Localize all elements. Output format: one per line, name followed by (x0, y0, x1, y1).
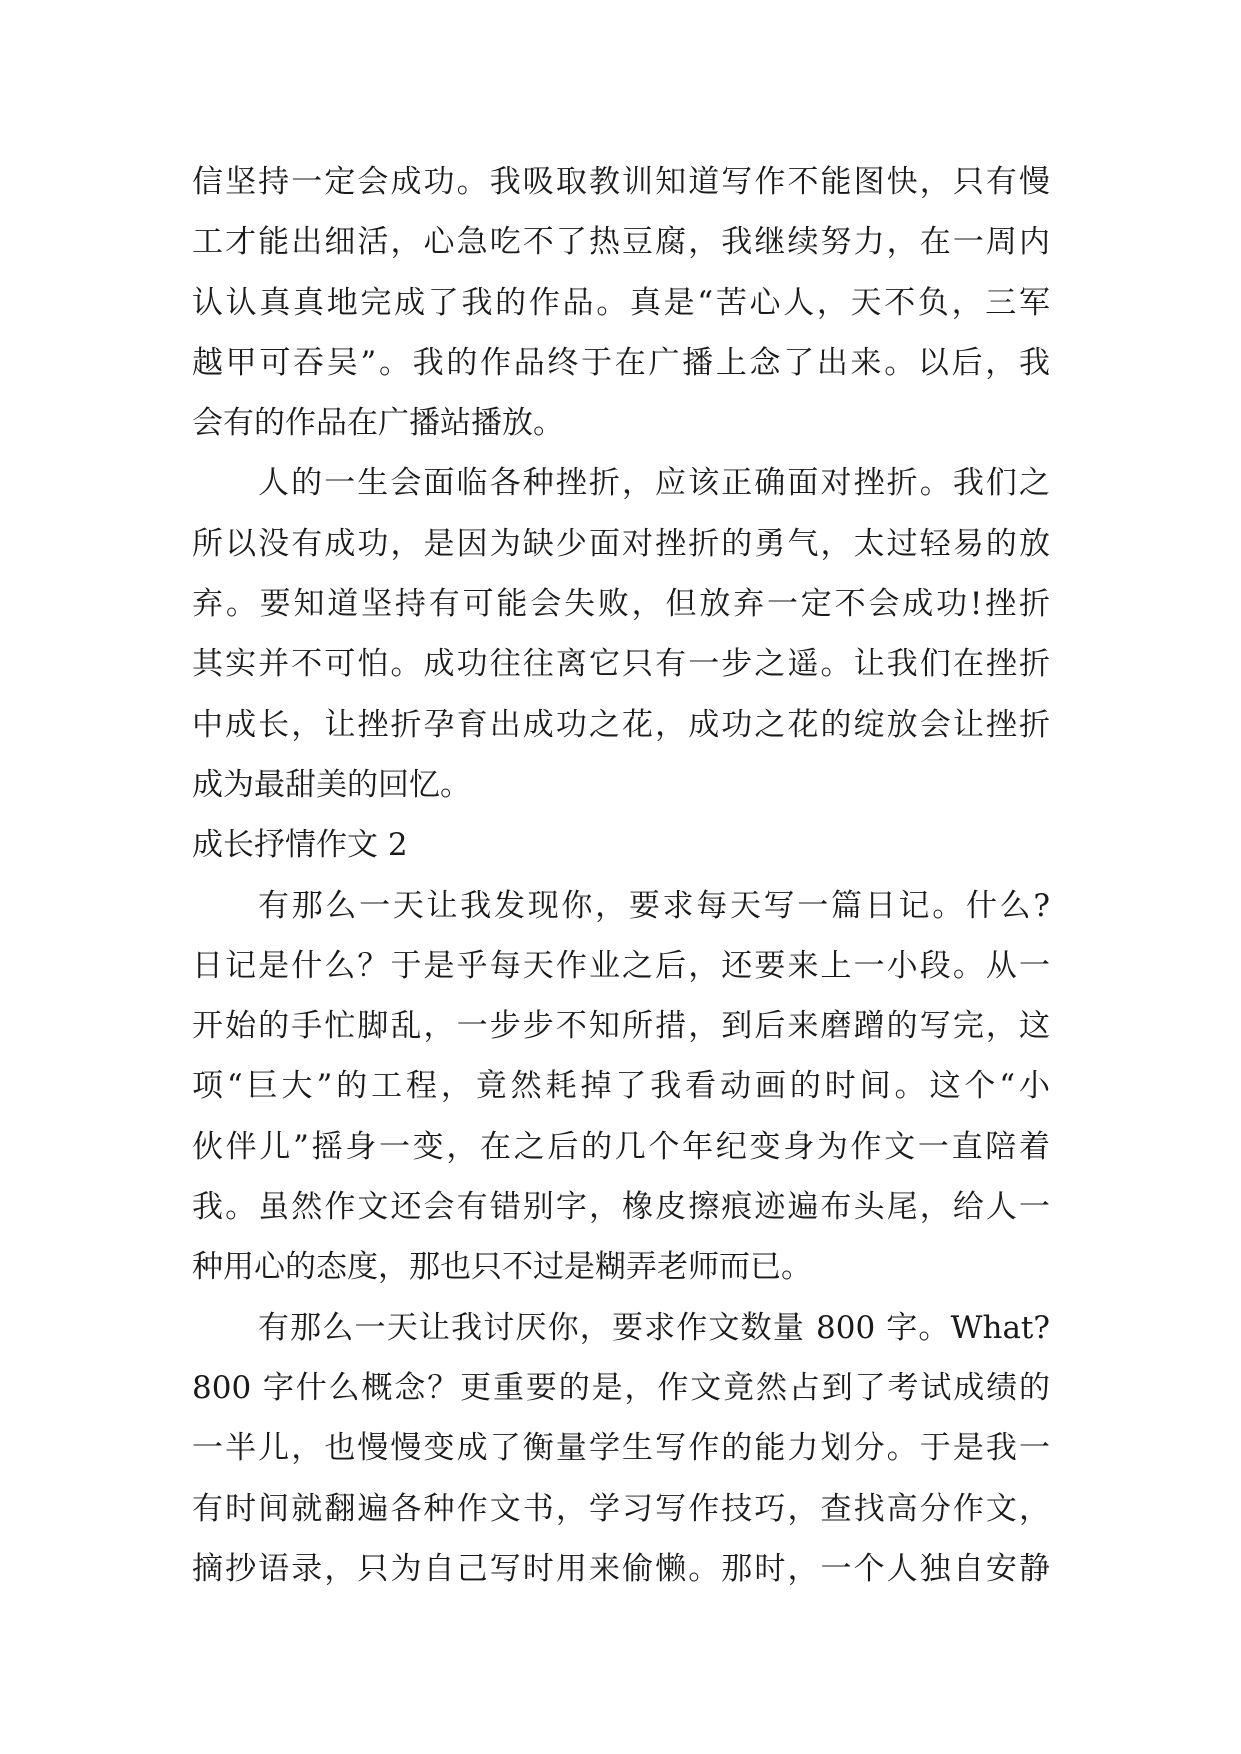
paragraph-line: 我。虽然作文还会有错别字，橡皮擦痕迹遍布头尾，给人一 (192, 1189, 1050, 1226)
paragraph-line: 认认真真地完成了我的作品。真是“苦心人，天不负，三军 (192, 284, 1050, 321)
paragraph-line: 人的一生会面临各种挫折，应该正确面对挫折。我们之 (258, 465, 1050, 502)
paragraph-line: 有那么一天让我讨厌你，要求作文数量 800 字。What? (258, 1309, 1050, 1346)
paragraph-line: 伙伴儿”摇身一变，在之后的几个年纪变身为作文一直陪着 (192, 1128, 1050, 1165)
paragraph-line: 项“巨大”的工程，竟然耗掉了我看动画的时间。这个“小 (192, 1068, 1050, 1105)
paragraph-line: 其实并不可怕。成功往往离它只有一步之遥。让我们在挫折 (192, 646, 1050, 683)
paragraph-line: 会有的作品在广播站播放。 (192, 405, 564, 442)
paragraph-line: 信坚持一定会成功。我吸取教训知道写作不能图快，只有慢 (192, 164, 1050, 200)
paragraph-line: 越甲可吞吴”。我的作品终于在广播上念了出来。以后，我 (192, 344, 1050, 381)
paragraph-line: 摘抄语录，只为自己写时用来偷懒。那时，一个人独自安静 (192, 1550, 1050, 1587)
paragraph-line: 中成长，让挫折孕育出成功之花，成功之花的绽放会让挫折 (192, 706, 1050, 743)
paragraph-line: 有那么一天让我发现你，要求每天写一篇日记。什么? (258, 887, 1050, 924)
paragraph-line: 成为最甜美的回忆。 (192, 766, 471, 803)
paragraph-line: 所以没有成功，是因为缺少面对挫折的勇气，太过轻易的放 (192, 525, 1050, 562)
paragraph-line: 开始的手忙脚乱，一步步不知所措，到后来磨蹭的写完，这 (192, 1008, 1050, 1045)
paragraph-line: 800 字什么概念？更重要的是，作文竟然占到了考试成绩的 (192, 1369, 1050, 1406)
paragraph-line: 有时间就翻遍各种作文书，学习写作技巧，查找高分作文， (192, 1490, 1050, 1527)
paragraph-line: 工才能出细活，心急吃不了热豆腐，我继续努力，在一周内 (192, 224, 1050, 261)
paragraph-line: 弃。要知道坚持有可能会失败，但放弃一定不会成功!挫折 (192, 586, 1050, 623)
document-body (192, 152, 1050, 1599)
paragraph-line: 种用心的态度，那也只不过是糊弄老师而已。 (192, 1249, 812, 1286)
paragraph-line: 一半儿，也慢慢变成了衡量学生写作的能力划分。于是我一 (192, 1430, 1050, 1467)
section-heading: 成长抒情作文 2 (192, 827, 408, 864)
paragraph-line: 日记是什么？于是乎每天作业之后，还要来上一小段。从一 (192, 947, 1050, 984)
